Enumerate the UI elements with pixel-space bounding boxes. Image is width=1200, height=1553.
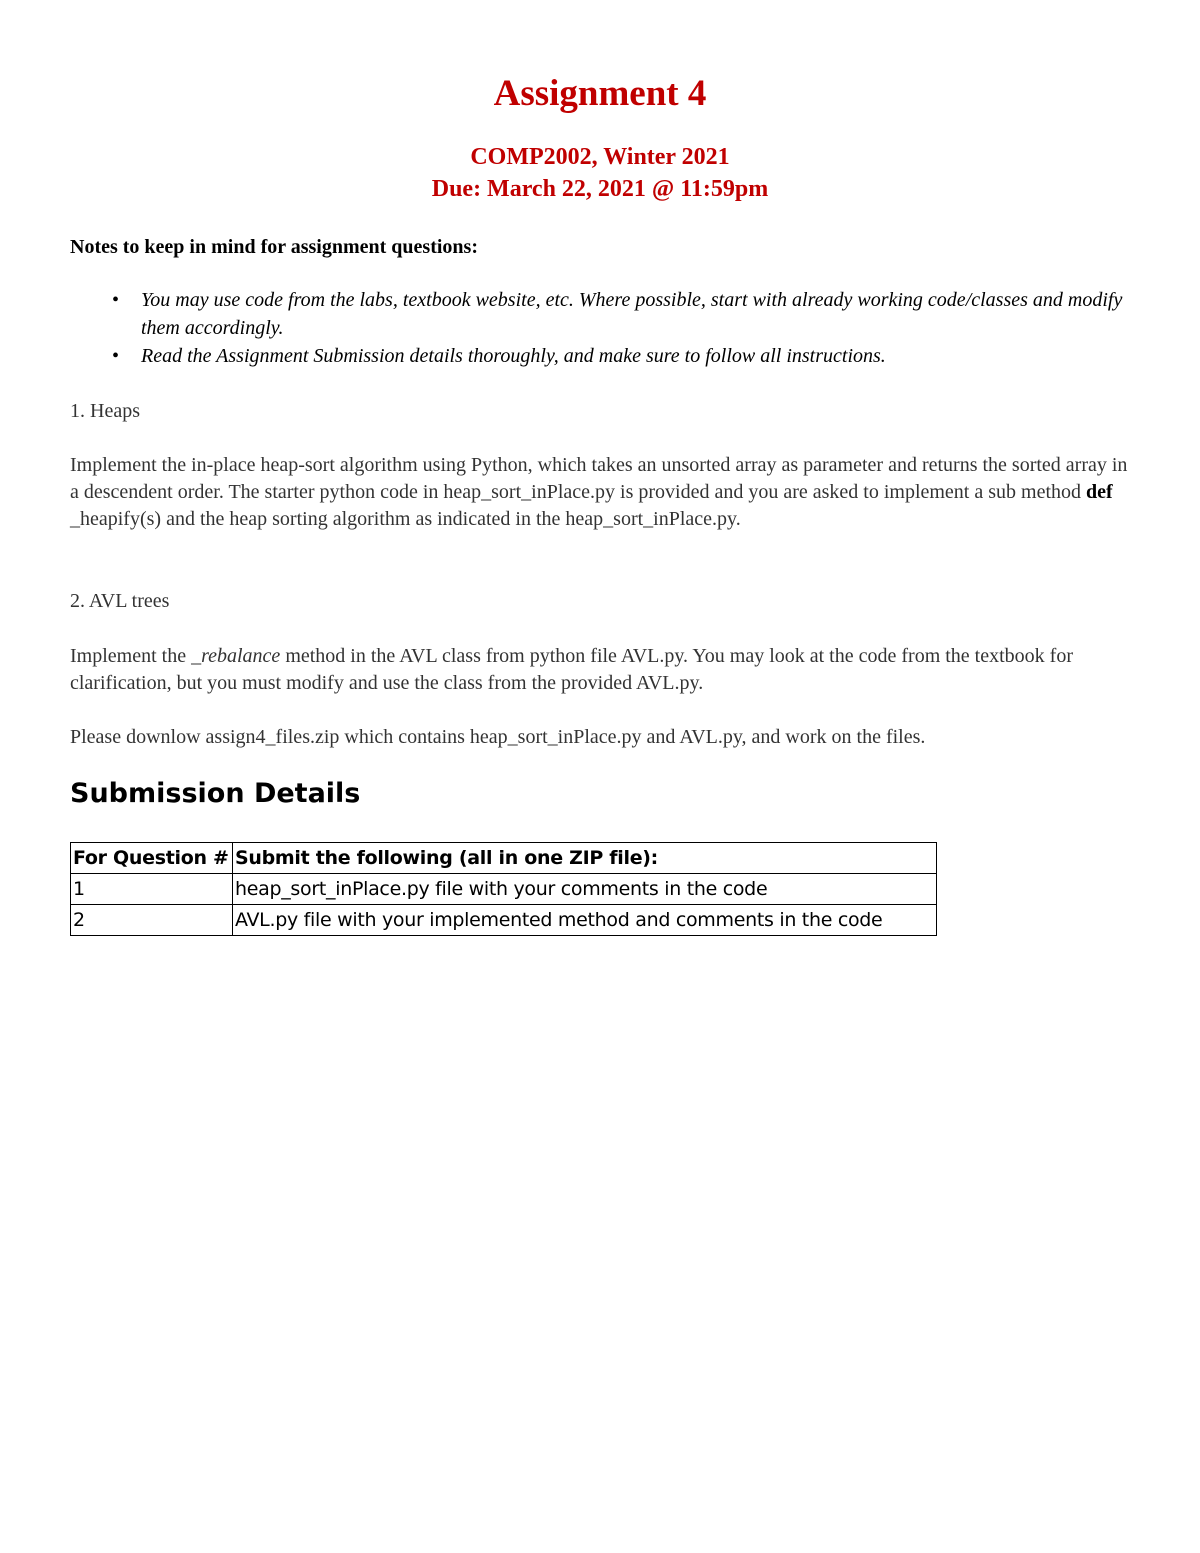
- question-2-text: [70, 643, 1140, 697]
- bullet-icon: •: [112, 289, 120, 311]
- question-1-heading: 1. Heaps: [70, 400, 140, 422]
- question-1-text-part: Implement the in-place heap-sort algorithm using Python, which takes an unsorted array as parameter and returns the sorted array in a descendent order. The starter python code in heap_sort_inPlace.py is provided and you are asked to implement a sub method: [70, 454, 1128, 503]
- notes-item-text: Read the Assignment Submission details thoroughly, and make sure to follow all instructions.: [141, 345, 886, 367]
- course-subtitle: COMP2002, Winter 2021: [470, 144, 730, 170]
- notes-item: [70, 342, 1130, 370]
- question-2-heading: 2. AVL trees: [70, 590, 170, 612]
- notes-list: [70, 286, 1130, 370]
- bullet-icon: •: [112, 345, 120, 367]
- notes-item-text: You may use code from the labs, textbook website, etc. Where possible, start with already working code/classes and modify them accordingly.: [141, 289, 1123, 339]
- table-cell: 2: [71, 905, 233, 936]
- download-note: Please downlow assign4_files.zip which contains heap_sort_inPlace.py and AVL.py, and work on the files.: [70, 726, 926, 748]
- submission-heading: Submission Details: [70, 778, 361, 809]
- method-name: _rebalance: [191, 645, 281, 667]
- table-header-row: [71, 843, 937, 874]
- notes-heading: Notes to keep in mind for assignment questions:: [70, 236, 478, 258]
- table-cell: 1: [71, 874, 233, 905]
- page-title: Assignment 4: [493, 73, 707, 114]
- table-cell: heap_sort_inPlace.py file with your comments in the code: [233, 874, 937, 905]
- due-date: Due: March 22, 2021 @ 11:59pm: [431, 176, 769, 202]
- submission-table: [70, 842, 937, 936]
- table-cell: AVL.py file with your implemented method and comments in the code: [233, 905, 937, 936]
- question-2-text-part: Implement the: [70, 645, 192, 667]
- question-2-text-part: method in the AVL class from python file AVL.py. You may look at the code from the textbook for clarification, but you must modify and use the class from the provided AVL.py.: [70, 645, 1073, 694]
- notes-item: [70, 286, 1130, 342]
- question-1-text-part: _heapify(s) and the heap sorting algorithm as indicated in the heap_sort_inPlace.py.: [70, 508, 741, 530]
- question-1-text: [70, 452, 1140, 533]
- table-row: [71, 874, 937, 905]
- table-header-cell: For Question #: [71, 843, 233, 874]
- table-row: [71, 905, 937, 936]
- table-header-cell: Submit the following (all in one ZIP file):: [233, 843, 937, 874]
- def-keyword: def: [1086, 481, 1113, 503]
